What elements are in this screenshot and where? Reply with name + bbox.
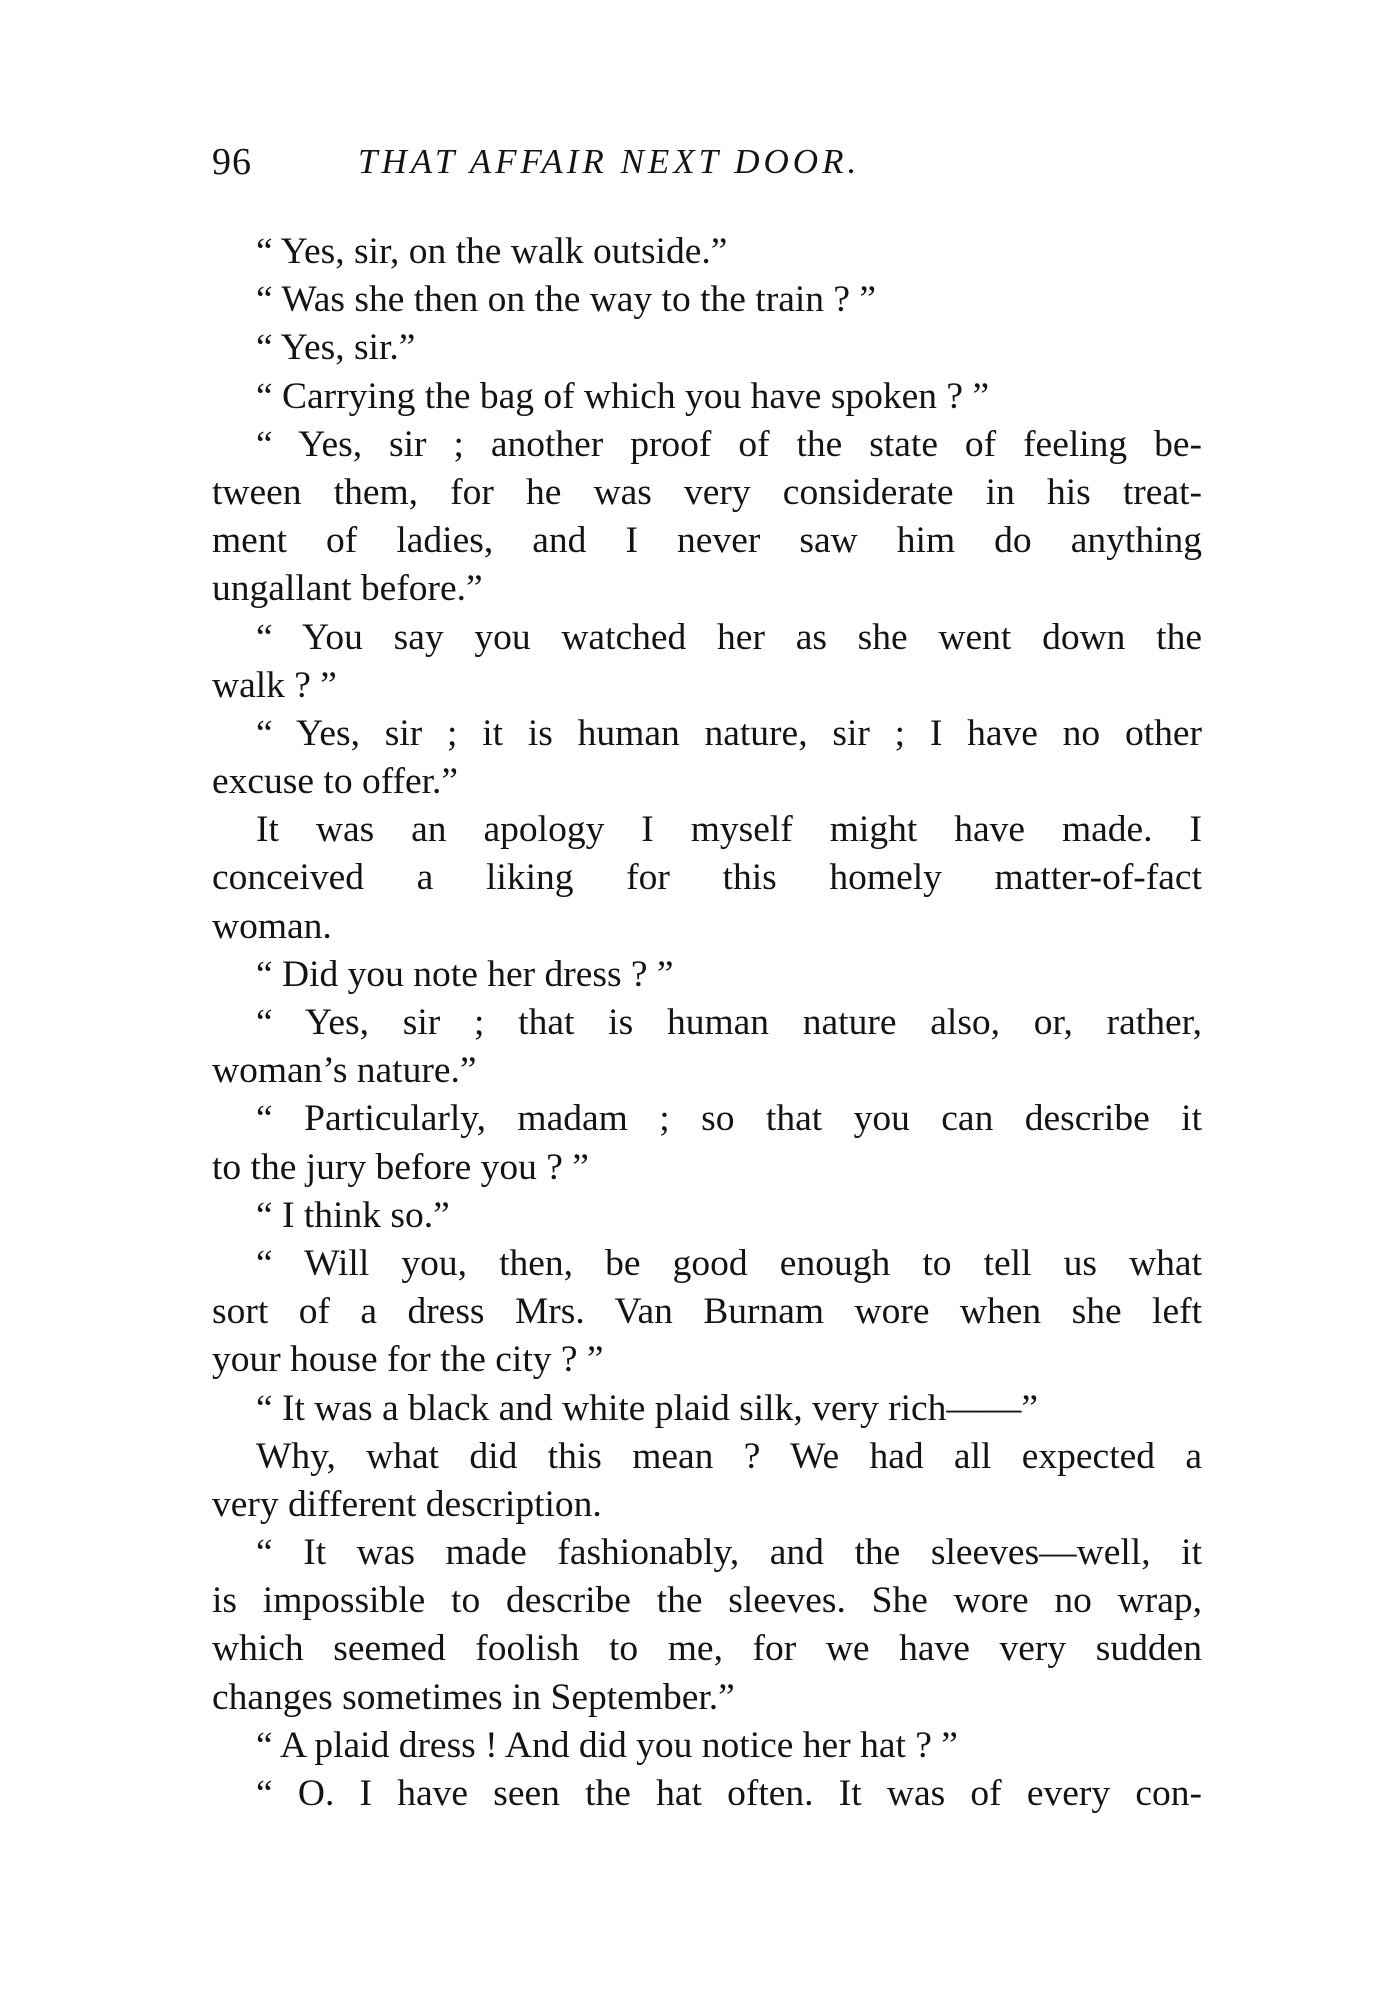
text-line: Why, what did this mean ? We had all expected a <box>256 1435 1202 1477</box>
text-line: “ I think so.” <box>256 1194 450 1236</box>
body-text <box>212 228 1202 1818</box>
text-line: ment of ladies, and I never saw him do anything <box>212 520 1202 562</box>
text-line: excuse to offer.” <box>212 761 459 803</box>
text-line: “ O. I have seen the hat often. It was of every con- <box>256 1773 1202 1814</box>
text-line: walk ? ” <box>212 664 337 706</box>
text-line: woman’s nature.” <box>212 1050 477 1092</box>
text-line: is impossible to describe the sleeves. She wore no wrap, <box>212 1580 1202 1622</box>
text-line: “ Carrying the bag of which you have spoken ? ” <box>256 375 990 417</box>
text-line: tween them, for he was very considerate in his treat- <box>212 471 1202 513</box>
text-line: changes sometimes in September.” <box>212 1676 735 1718</box>
text-line: to the jury before you ? ” <box>212 1146 589 1188</box>
text-line: “ Yes, sir ; it is human nature, sir ; I have no other <box>256 712 1202 754</box>
text-line: “ Yes, sir ; another proof of the state of feeling be- <box>256 423 1202 465</box>
text-line: “ Yes, sir.” <box>256 327 416 369</box>
text-line: “ Was she then on the way to the train ? ” <box>256 279 877 321</box>
text-line: very different description. <box>212 1483 602 1525</box>
text-line: “ Particularly, madam ; so that you can describe it <box>256 1098 1202 1140</box>
text-line: It was an apology I myself might have made. I <box>256 809 1202 851</box>
text-line: conceived a liking for this homely matter-of-fact <box>212 857 1202 899</box>
text-line: “ It was a black and white plaid silk, very rich——” <box>256 1387 1039 1429</box>
text-line: woman. <box>212 905 332 947</box>
page-header <box>212 138 1202 198</box>
text-line: “ Yes, sir ; that is human nature also, or, rather, <box>256 1002 1202 1043</box>
text-line: “ Yes, sir, on the walk outside.” <box>256 231 728 272</box>
running-head: THAT AFFAIR NEXT DOOR. <box>358 142 861 181</box>
text-line: “ Will you, then, be good enough to tell us what <box>256 1242 1202 1284</box>
text-line: “ Did you note her dress ? ” <box>256 953 674 995</box>
page-number: 96 <box>212 141 252 183</box>
text-line: ungallant before.” <box>212 568 483 610</box>
text-line: “ You say you watched her as she went down the <box>256 616 1202 658</box>
text-line: which seemed foolish to me, for we have very sudden <box>212 1628 1202 1670</box>
text-line: sort of a dress Mrs. Van Burnam wore when she left <box>212 1291 1202 1333</box>
text-line: “ It was made fashionably, and the sleeves—well, it <box>256 1532 1202 1574</box>
text-line: “ A plaid dress ! And did you notice her hat ? ” <box>256 1724 958 1766</box>
text-line: your house for the city ? ” <box>212 1339 604 1381</box>
